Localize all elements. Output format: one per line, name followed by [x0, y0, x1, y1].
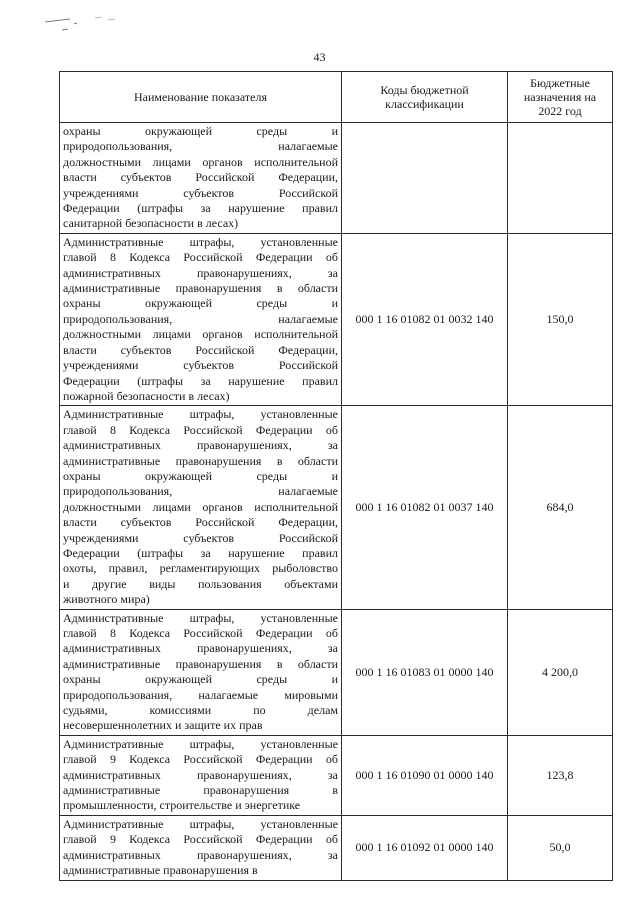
page-number: 43	[313, 50, 326, 64]
budget-code-cell: 000 1 16 01082 01 0032 140	[342, 233, 508, 405]
indicator-name-line: главой 8 Кодекса Российской Федерации об	[63, 250, 338, 265]
indicator-name-line: административных правонарушениях, за	[63, 767, 338, 782]
budget-amount-cell: 50,0	[508, 815, 613, 880]
indicator-name-line: Административные штрафы, установленные	[63, 610, 338, 625]
indicator-name-line: главой 9 Кодекса Российской Федерации об	[63, 832, 338, 847]
indicator-name-line: санитарной безопасности в лесах)	[63, 216, 239, 231]
indicator-name-line: судьями, комиссиями по делам	[63, 703, 338, 718]
indicator-name-line: охраны окружающей среды и	[63, 468, 338, 483]
indicator-name-line: природопользования, налагаемые	[63, 484, 338, 499]
indicator-name-line: Федерации (штрафы за нарушение правил	[63, 201, 338, 216]
header-budget-amount: Бюджетные назначения на 2022 год	[508, 72, 613, 123]
indicator-name-line: охоты, правил, регламентирующих рыболовство	[63, 561, 338, 576]
indicator-name-cell	[60, 233, 342, 405]
indicator-name-cell	[60, 609, 342, 735]
table-body	[60, 123, 613, 881]
indicator-name-line: главой 8 Кодекса Российской Федерации об	[63, 626, 338, 640]
budget-amount-cell: 684,0	[508, 406, 613, 609]
indicator-name-line: Федерации (штрафы за нарушение правил	[63, 373, 338, 388]
budget-table	[59, 71, 613, 881]
indicator-name-line: охраны окружающей среды и	[63, 672, 338, 687]
budget-amount-cell	[508, 123, 613, 234]
indicator-name-line: административных правонарушениях, за	[63, 641, 338, 656]
budget-amount-cell: 4 200,0	[508, 609, 613, 735]
table-row	[60, 815, 613, 880]
indicator-name-line: власти субъектов Российской Федерации,	[63, 342, 338, 357]
table-row	[60, 406, 613, 609]
table-row	[60, 609, 613, 735]
indicator-name-cell	[60, 735, 342, 815]
indicator-name-line: должностными лицами органов исполнительной	[63, 499, 338, 514]
budget-code-cell: 000 1 16 01083 01 0000 140	[342, 609, 508, 735]
indicator-name-line: природопользования, налагаемые	[63, 139, 338, 154]
indicator-name-line: Федерации (штрафы за нарушение правил	[63, 545, 338, 560]
indicator-name-cell	[60, 123, 342, 234]
indicator-name-line: и другие виды пользования объектами	[63, 576, 338, 591]
indicator-name-line: административных правонарушениях, за	[63, 847, 338, 862]
indicator-name-line: административные правонарушения в	[63, 863, 258, 878]
header-indicator-name: Наименование показателя	[60, 72, 342, 123]
budget-code-cell: 000 1 16 01092 01 0000 140	[342, 815, 508, 880]
indicator-name-line: главой 9 Кодекса Российской Федерации об	[63, 752, 338, 767]
indicator-name-line: пожарной безопасности в лесах)	[63, 388, 230, 403]
indicator-name-cell	[60, 815, 342, 880]
header-budget-codes: Коды бюджетной классификации	[342, 72, 508, 123]
indicator-name-line: природопользования, налагаемые	[63, 311, 338, 326]
indicator-name-line: природопользования, налагаемые мировыми	[63, 687, 338, 702]
indicator-name-line: административные правонарушения в области	[63, 281, 338, 296]
indicator-name-line: охраны окружающей среды и	[63, 124, 338, 138]
indicator-name-line: Административные штрафы, установленные	[63, 234, 338, 249]
indicator-name-line: административных правонарушениях, за	[63, 265, 338, 280]
indicator-name-line: власти субъектов Российской Федерации,	[63, 515, 338, 530]
table-header-row	[60, 72, 613, 123]
indicator-name-line: административные правонарушения в области	[63, 656, 338, 671]
indicator-name-line: Административные штрафы, установленные	[63, 736, 338, 751]
indicator-name-line: главой 8 Кодекса Российской Федерации об	[63, 422, 338, 437]
indicator-name-line: животного мира)	[63, 592, 150, 607]
indicator-name-line: должностными лицами органов исполнительной	[63, 327, 338, 342]
indicator-name-line: промышленности, строительстве и энергетике	[63, 798, 301, 813]
indicator-name-line: Административные штрафы, установленные	[63, 816, 338, 831]
indicator-name-line: учреждениями субъектов Российской	[63, 530, 338, 545]
table-row	[60, 233, 613, 405]
indicator-name-line: учреждениями субъектов Российской	[63, 185, 338, 200]
indicator-name-line: Административные штрафы, установленные	[63, 407, 338, 422]
budget-code-cell	[342, 123, 508, 234]
budget-code-cell: 000 1 16 01082 01 0037 140	[342, 406, 508, 609]
indicator-name-line: административных правонарушениях, за	[63, 438, 338, 453]
indicator-name-line: административные правонарушения в области	[63, 453, 338, 468]
table-row	[60, 123, 613, 234]
budget-amount-cell: 123,8	[508, 735, 613, 815]
indicator-name-line: власти субъектов Российской Федерации,	[63, 170, 338, 185]
indicator-name-line: должностными лицами органов исполнительной	[63, 154, 338, 169]
budget-code-cell: 000 1 16 01090 01 0000 140	[342, 735, 508, 815]
budget-amount-cell: 150,0	[508, 233, 613, 405]
scan-artifact-marks	[40, 10, 170, 40]
indicator-name-line: учреждениями субъектов Российской	[63, 358, 338, 373]
table-row	[60, 735, 613, 815]
indicator-name-cell	[60, 406, 342, 609]
indicator-name-line: несовершеннолетних и защите их прав	[63, 718, 263, 733]
indicator-name-line: охраны окружающей среды и	[63, 296, 338, 311]
indicator-name-line: административные правонарушения в	[63, 783, 338, 798]
